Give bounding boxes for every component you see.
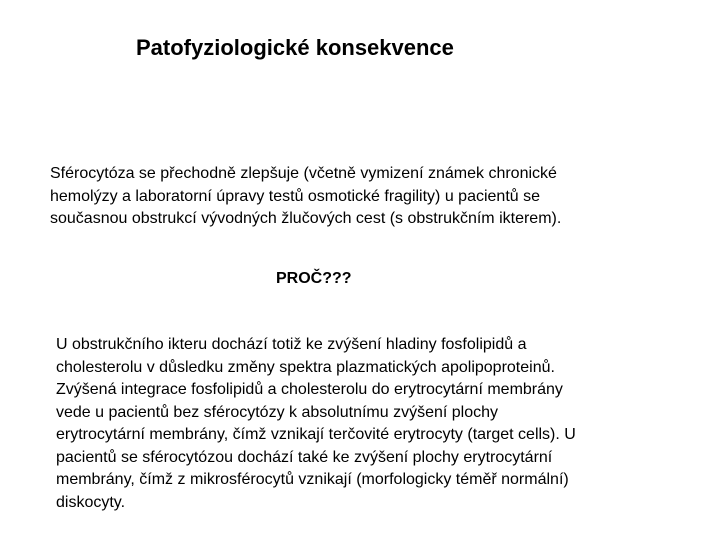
explanation-line: Zvýšená integrace fosfolipidů a cholesterolu do erytrocytární membrány [56,381,563,398]
intro-line: hemolýzy a laboratorní úpravy testů osmotické fragility) u pacientů se [50,187,541,205]
intro-line: Sférocytóza se přechodně zlepšuje (včetně vymizení známek chronické [50,165,557,182]
explanation-line: cholesterolu v důsledku změny spektra plazmatických apolipoproteinů. [56,358,555,376]
explanation-line: membrány, čímž z mikrosférocytů vznikají (morfologicky téměř normální) [56,471,569,488]
explanation-paragraph [56,334,696,514]
intro-line: současnou obstrukcí vývodných žlučových cest (s obstrukčním ikterem). [50,210,562,227]
question-heading: PROČ??? [276,270,352,287]
explanation-line: U obstrukčního ikteru dochází totiž ke zvýšení hladiny fosfolipidů a [56,336,527,353]
explanation-line: diskocyty. [56,493,126,511]
explanation-line: pacientů se sférocytózou dochází také ke zvýšení plochy erytrocytární [56,448,553,466]
intro-paragraph [50,163,690,231]
slide-title: Patofyziologické konsekvence [136,35,454,60]
explanation-line: vede u pacientů bez sférocytózy k absolutnímu zvýšení plochy [56,403,499,421]
explanation-line: erytrocytární membrány, čímž vznikají terčovité erytrocyty (target cells). U [56,426,576,443]
